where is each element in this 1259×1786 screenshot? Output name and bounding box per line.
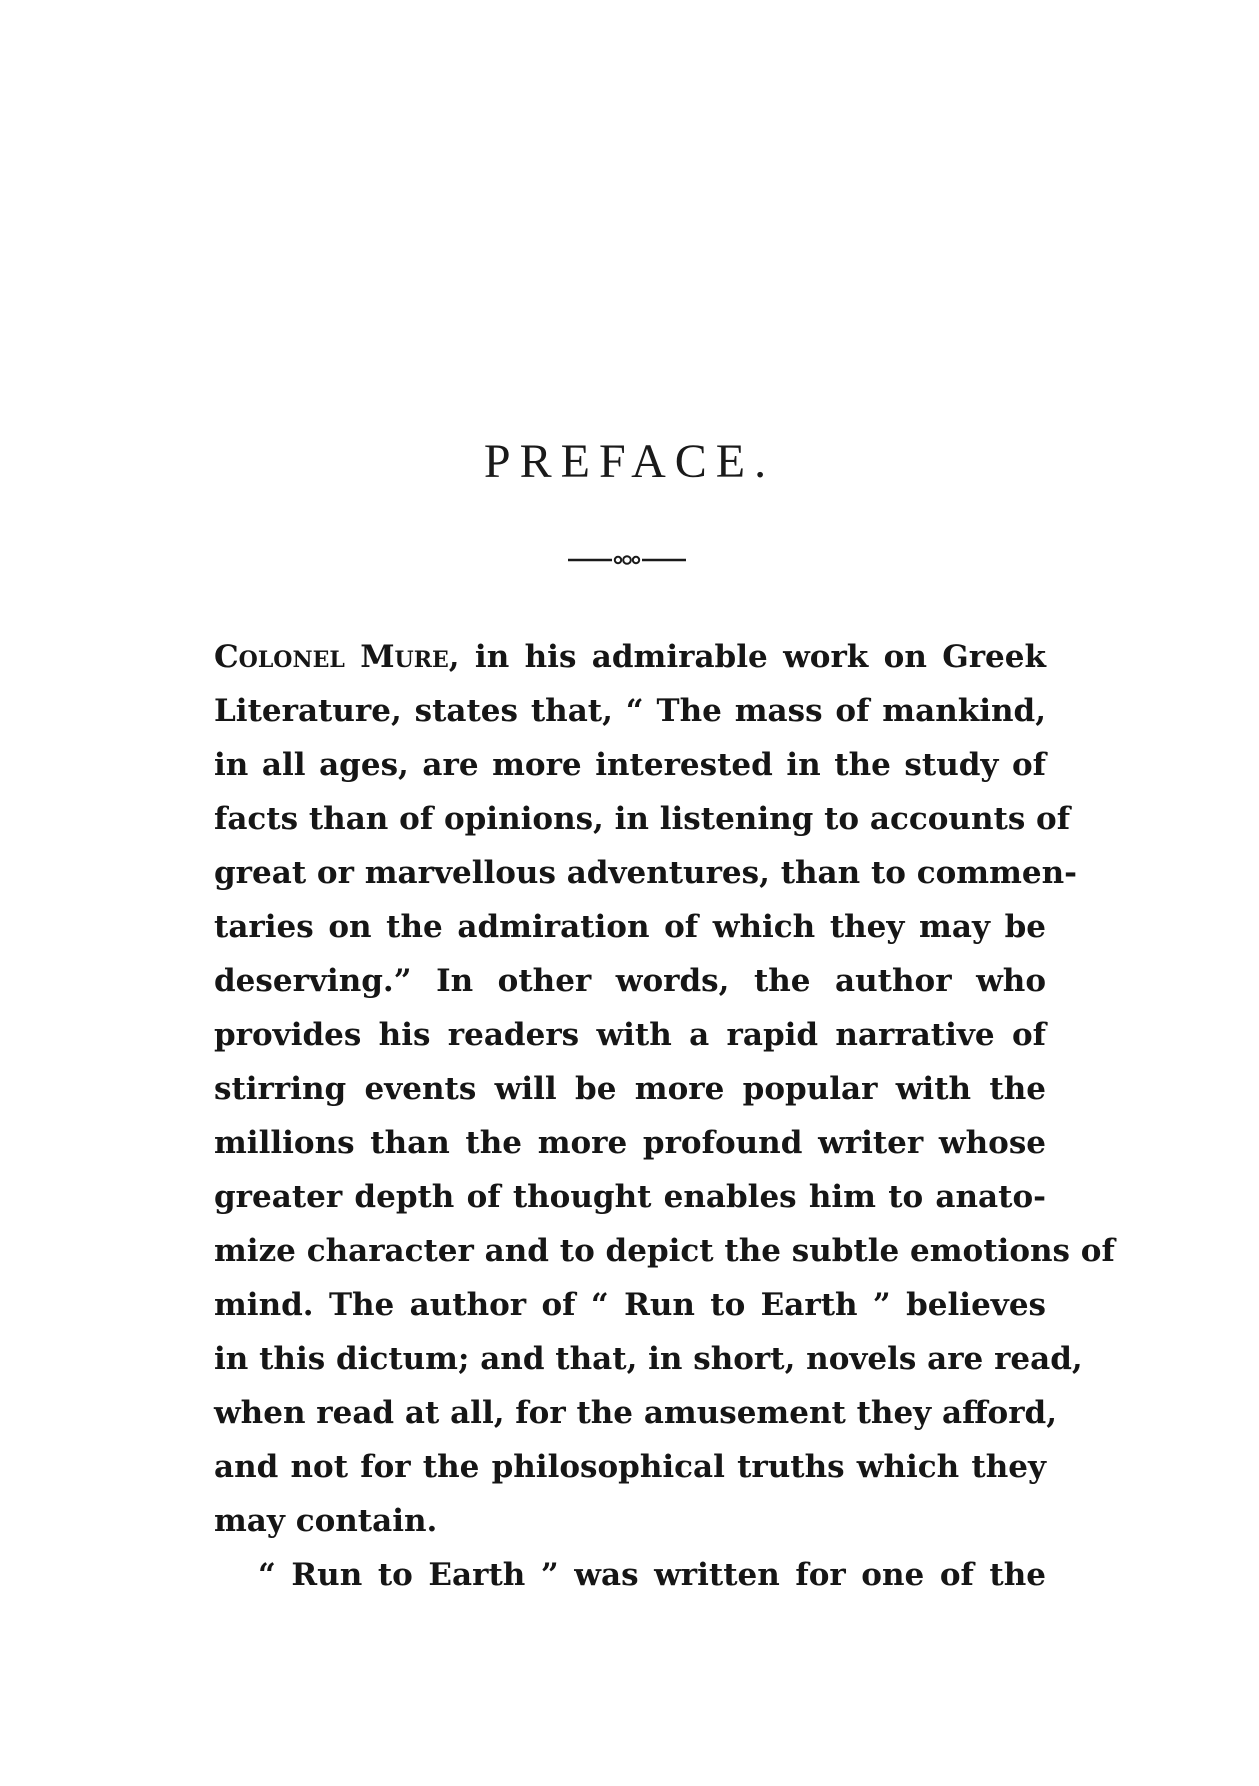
text-line: millions than the more profound writer whose [214,1125,1046,1161]
text-line: stirring events will be more popular with the [214,1071,1046,1107]
text-line: when read at all, for the amusement they afford, [214,1395,1057,1431]
text-line: “ Run to Earth ” was written for one of the [258,1557,1046,1593]
text-line: in all ages, are more interested in the study of [214,747,1046,783]
text-line: taries on the admiration of which they may be [214,909,1046,945]
text-line: in this dictum; and that, in short, novels are read, [214,1341,1083,1377]
preface-body [214,630,1115,1602]
text-line: provides his readers with a rapid narrative of [214,1017,1046,1053]
text-line: Colonel Mure, in his admirable work on Greek [214,639,1046,675]
text-line: Literature, states that, “ The mass of mankind, [214,693,1046,729]
page-title: PREFACE. [483,435,776,488]
text-line: mind. The author of “ Run to Earth ” believes [214,1287,1046,1323]
text-line: greater depth of thought enables him to anato- [214,1179,1046,1215]
text-line: mize character and to depict the subtle emotions of [214,1233,1115,1269]
text-line: facts than of opinions, in listening to accounts of [214,801,1071,837]
author-name: Colonel Mure, [214,639,460,675]
text-line: and not for the philosophical truths which they [214,1449,1046,1485]
text-line: great or marvellous adventures, than to commen- [214,855,1078,891]
ornament-divider [568,553,686,567]
text-line: may contain. [214,1503,438,1539]
text-line: deserving.” In other words, the author who [214,963,1046,999]
